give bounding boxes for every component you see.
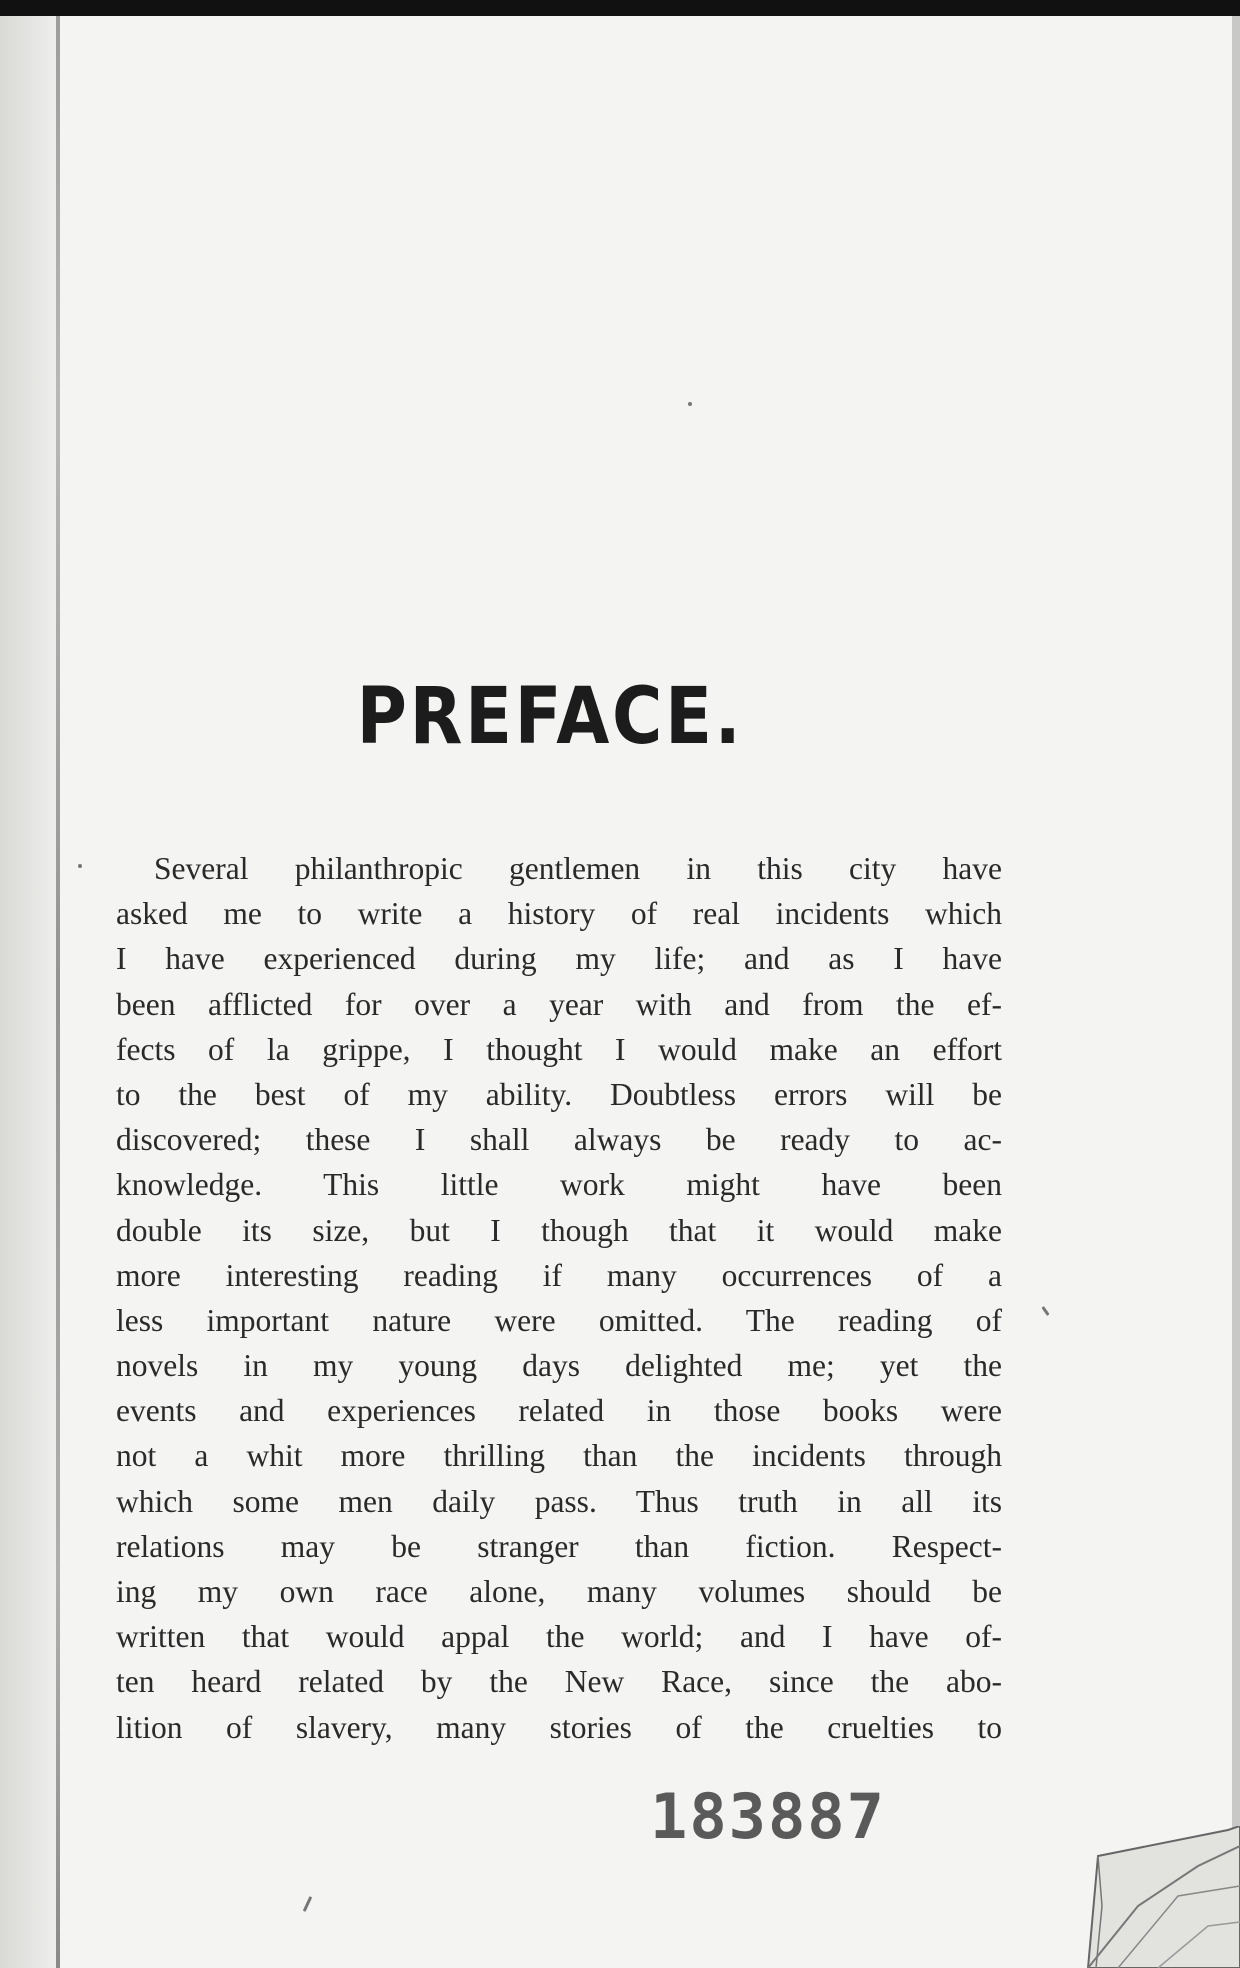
paragraph-line: to the best of my ability. Doubtless errors will be (116, 1076, 1002, 1112)
paragraph-line: which some men daily pass. Thus truth in all its (116, 1483, 1002, 1519)
paragraph-line: relations may be stranger than fiction. Respect- (116, 1528, 1002, 1564)
paragraph-line: knowledge. This little work might have been (116, 1167, 1002, 1203)
paragraph-line: less important nature were omitted. The reading of (116, 1302, 1002, 1338)
paragraph-line: ten heard related by the New Race, since the abo- (116, 1664, 1002, 1700)
paragraph-line: been afflicted for over a year with and from the ef- (116, 986, 1002, 1022)
page-right-edge (1232, 16, 1240, 1968)
paragraph-line: novels in my young days delighted me; yet the (116, 1348, 1002, 1384)
paragraph-line: double its size, but I though that it would make (116, 1212, 1002, 1248)
ink-speck (303, 1896, 312, 1912)
paragraph-line: I have experienced during my life; and as I have (116, 941, 1002, 977)
paragraph-line: discovered; these I shall always be ready to ac- (116, 1122, 1002, 1158)
page-title: PREFACE. (356, 672, 744, 762)
ink-speck (78, 864, 82, 868)
paragraph-line: lition of slavery, many stories of the cruelties to (116, 1709, 1002, 1745)
paragraph-line: ing my own race alone, many volumes should be (116, 1574, 1002, 1609)
paragraph-line: written that would appal the world; and I have of- (116, 1619, 1002, 1655)
accession-stamp-number: 183887 (650, 1780, 886, 1853)
paragraph-line: not a whit more thrilling than the incidents through (116, 1438, 1002, 1474)
paragraph-line: asked me to write a history of real incidents which (116, 896, 1002, 932)
ink-speck (688, 402, 692, 406)
paragraph-line: more interesting reading if many occurrences of a (116, 1257, 1002, 1293)
torn-corner-fold (1078, 1826, 1240, 1968)
ink-speck (1041, 1306, 1049, 1316)
preface-paragraph (116, 846, 1002, 1750)
paragraph-line: events and experiences related in those books were (116, 1393, 1002, 1429)
page-top-edge (0, 0, 1240, 16)
paragraph-line: Several philanthropic gentlemen in this city have (154, 851, 1002, 886)
binding-line (56, 16, 60, 1968)
paragraph-line: fects of la grippe, I thought I would make an effort (116, 1031, 1002, 1067)
binding-gutter (0, 16, 56, 1968)
